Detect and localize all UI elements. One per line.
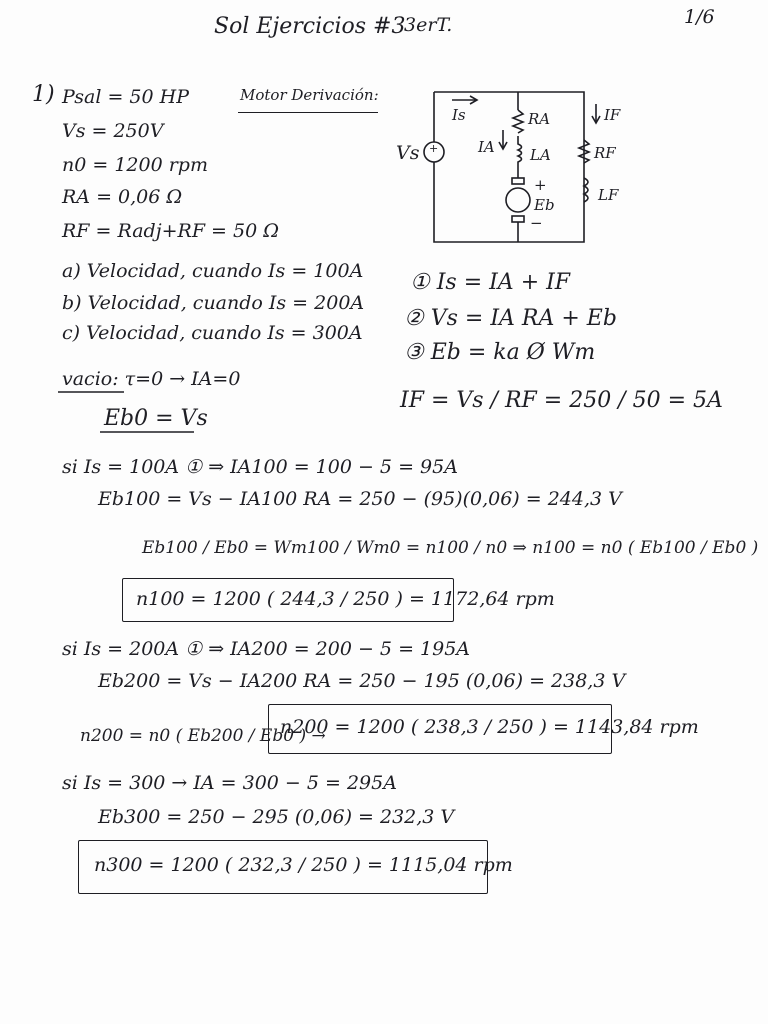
circuit-label-eb-plus: +	[534, 176, 547, 194]
question-b: b) Velocidad, cuando Is = 200A	[62, 292, 365, 314]
circuit-label-ia: IA	[478, 138, 495, 156]
case-100-result: n100 = 1200 ( 244,3 / 250 ) = 1172,64 rpm	[136, 588, 555, 610]
case-100-emf: Eb100 = Vs − IA100 RA = 250 − (95)(0,06) = 244,3 V	[98, 488, 622, 510]
case-300-result: n300 = 1200 ( 232,3 / 250 ) = 1115,04 rpm	[94, 854, 513, 876]
case-200-emf: Eb200 = Vs − IA200 RA = 250 − 195 (0,06) = 238,3 V	[98, 670, 626, 692]
circuit-label-ra: RA	[528, 110, 551, 128]
case-100-ratio: Eb100 / Eb0 = Wm100 / Wm0 = n100 / n0 ⇒ n100 = n0 ( Eb100 / Eb0 )	[142, 538, 759, 558]
case-300-current: si Is = 300 → IA = 300 − 5 = 295A	[62, 772, 397, 794]
given-armature-resistance: RA = 0,06 Ω	[62, 186, 183, 208]
equation-1: ① Is = IA + IF	[410, 270, 571, 295]
no-load-emf: Eb0 = Vs	[104, 406, 208, 431]
case-200-result: n200 = 1200 ( 238,3 / 250 ) = 1143,84 rpm	[280, 716, 699, 738]
circuit-label-eb-minus: −	[530, 214, 543, 232]
given-voltage: Vs = 250V	[62, 120, 164, 142]
circuit-heading: Motor Derivación:	[240, 86, 379, 104]
circuit-label-vs: Vs	[396, 142, 420, 164]
given-speed: n0 = 1200 rpm	[62, 154, 208, 176]
question-c: c) Velocidad, cuando Is = 300A	[62, 322, 363, 344]
case-100-current: si Is = 100A ① ⇒ IA100 = 100 − 5 = 95A	[62, 456, 458, 478]
question-a: a) Velocidad, cuando Is = 100A	[62, 260, 364, 282]
page-title: Sol Ejercicios #3	[214, 14, 406, 39]
equation-2: ② Vs = IA RA + Eb	[404, 306, 617, 331]
problem-number: 1)	[32, 82, 55, 107]
case-200-current: si Is = 200A ① ⇒ IA200 = 200 − 5 = 195A	[62, 638, 471, 660]
term-label: 3erT.	[404, 14, 453, 36]
given-power: Psal = 50 HP	[62, 86, 189, 108]
given-field-resistance: RF = Radj+RF = 50 Ω	[62, 220, 279, 242]
circuit-label-source-plus: +	[429, 142, 439, 155]
case-200-formula: n200 = n0 ( Eb200 / Eb0 ) →	[80, 726, 326, 746]
case-300-emf: Eb300 = 250 − 295 (0,06) = 232,3 V	[98, 806, 455, 828]
circuit-label-if: IF	[604, 106, 621, 124]
no-load-condition: vacio: τ=0 → IA=0	[62, 368, 241, 390]
page-number: 1/6	[684, 6, 715, 28]
field-current: IF = Vs / RF = 250 / 50 = 5A	[400, 388, 723, 413]
circuit-label-is: Is	[452, 106, 466, 124]
equation-3: ③ Eb = ka Ø Wm	[404, 340, 596, 365]
circuit-label-eb: Eb	[534, 196, 555, 214]
circuit-label-rf: RF	[594, 144, 616, 162]
circuit-label-lf: LF	[598, 186, 619, 204]
circuit-label-la: LA	[530, 146, 551, 164]
